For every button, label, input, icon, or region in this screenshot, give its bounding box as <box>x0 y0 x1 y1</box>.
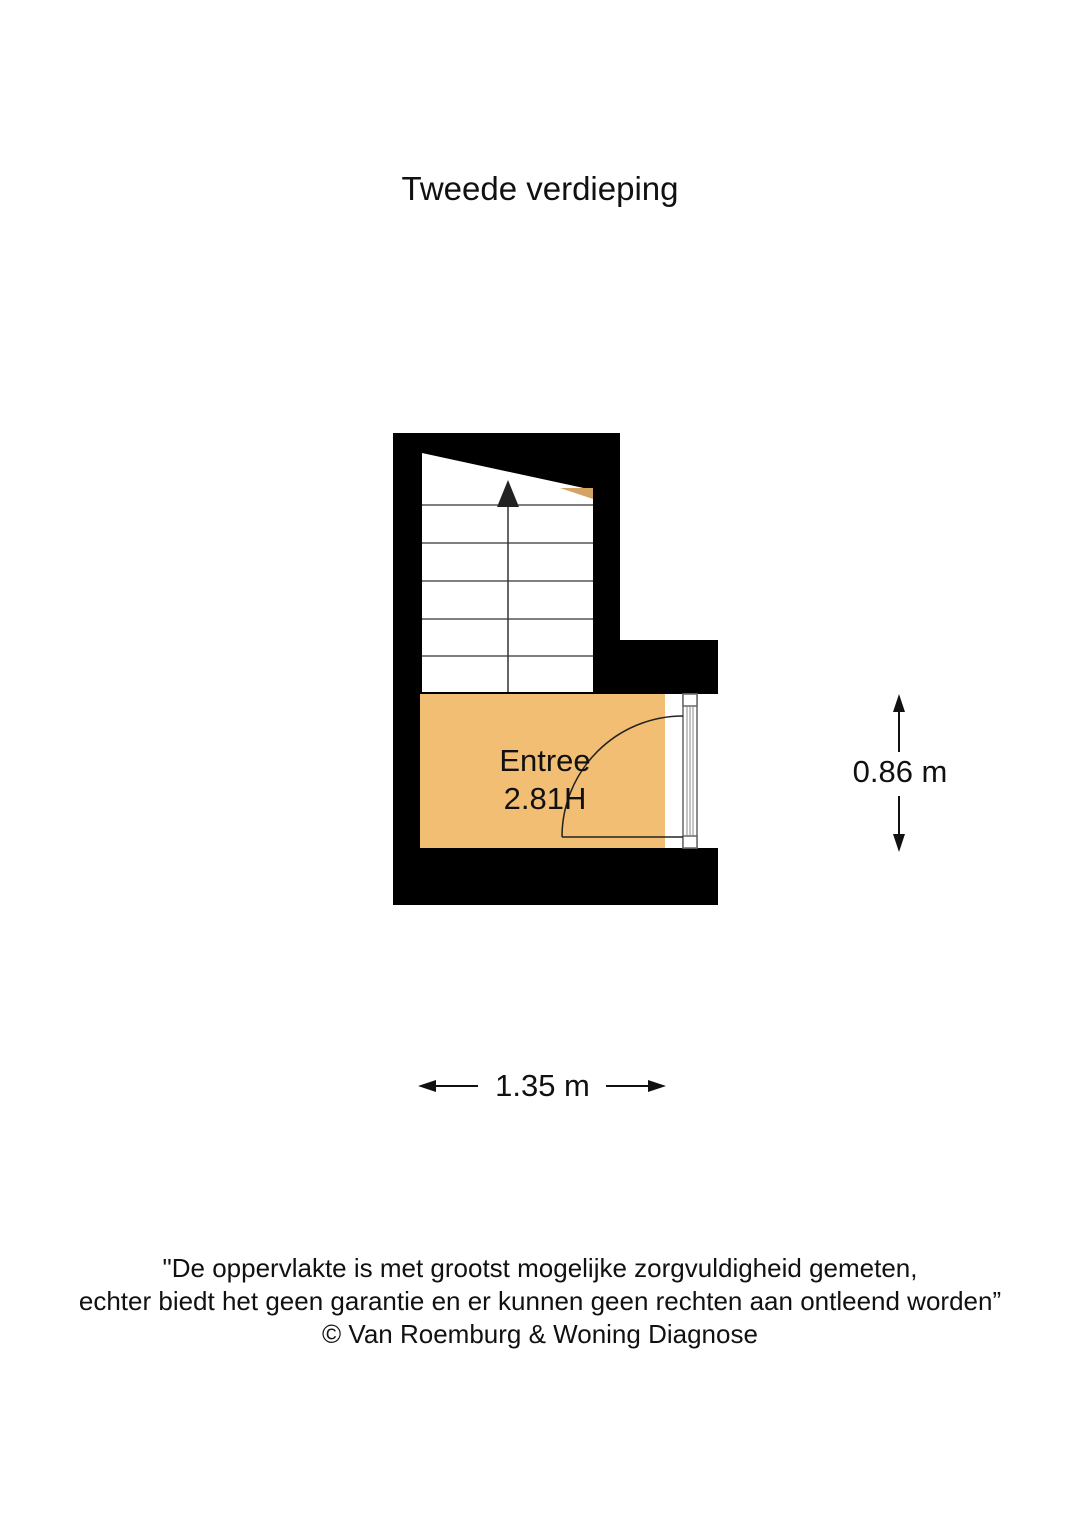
disclaimer <box>0 1252 1080 1351</box>
disclaimer-line-1: "De oppervlakte is met grootst mogelijke zorgvuldigheid gemeten, <box>162 1253 918 1283</box>
room-name: Entree <box>499 743 591 778</box>
disclaimer-line-2: echter biedt het geen garantie en er kunnen geen rechten aan ontleend worden” <box>78 1286 1002 1316</box>
arrow-down-icon <box>893 834 905 852</box>
dimension-height-label: 0.86 m <box>852 754 948 789</box>
floor-title: Tweede verdieping <box>401 170 679 207</box>
arrow-left-icon <box>418 1080 436 1092</box>
room-label <box>470 742 620 818</box>
disclaimer-line-3: © Van Roemburg & Woning Diagnose <box>322 1319 758 1349</box>
arrow-up-icon <box>893 694 905 712</box>
arrow-right-icon <box>648 1080 666 1092</box>
dimension-width-label: 1.35 m <box>495 1068 590 1103</box>
room-height: 2.81H <box>503 781 587 816</box>
